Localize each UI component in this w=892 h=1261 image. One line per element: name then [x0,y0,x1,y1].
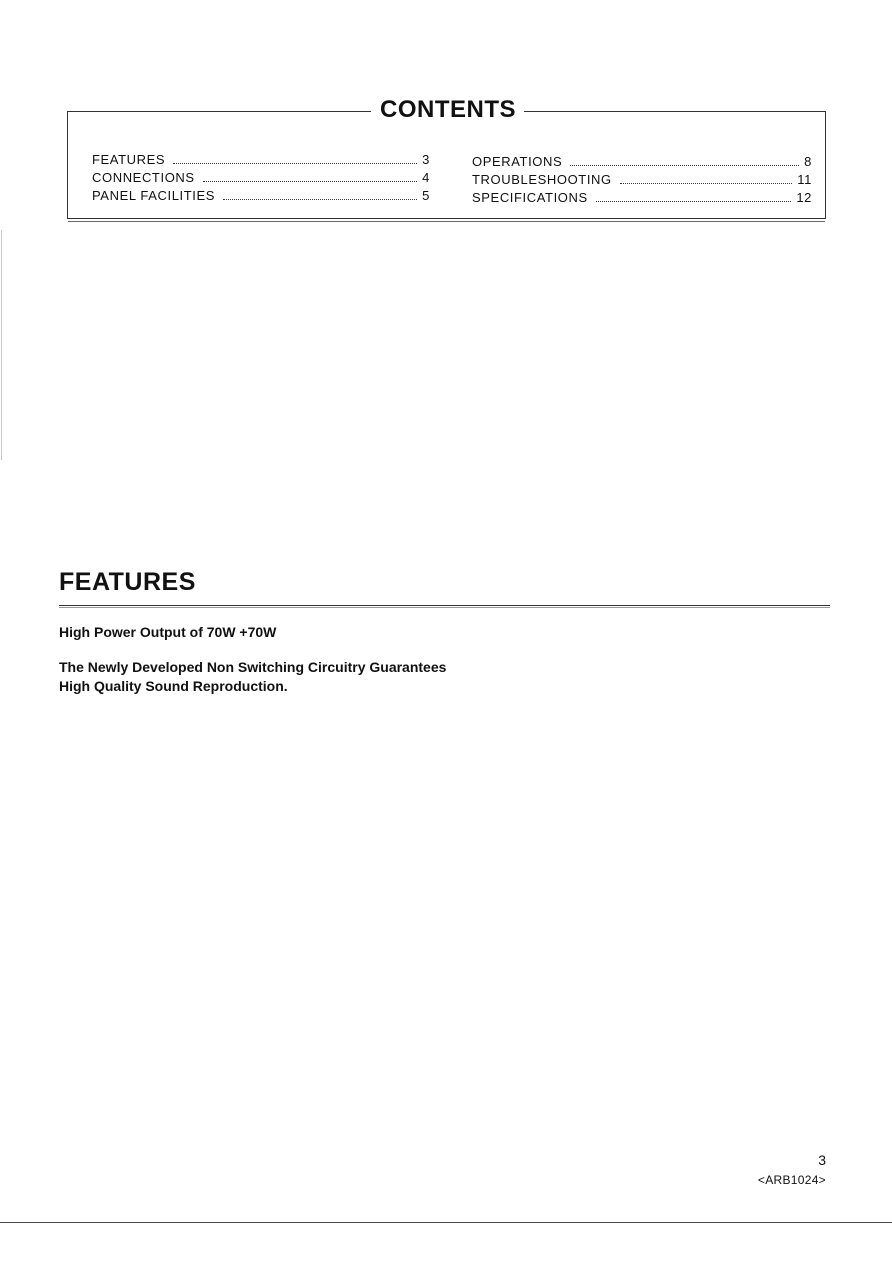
toc-leader-dots [223,199,417,200]
toc-leader-dots [596,201,792,202]
toc-entry [472,153,812,171]
toc-entry [92,187,430,205]
footer-rule [0,1222,892,1223]
document-code: <ARB1024> [757,1173,826,1187]
toc-entry [92,169,430,187]
toc-page: 8 [804,154,812,169]
box-top-rule-left [67,111,371,112]
toc-page: 4 [422,170,430,185]
toc-entry [472,189,812,207]
page-number: 3 [818,1152,826,1168]
contents-title: CONTENTS [380,96,516,123]
feature-item: The Newly Developed Non Switching Circuitry Guarantees High Quality Sound Reproduction. [59,659,447,694]
toc-label: SPECIFICATIONS [472,190,588,205]
toc-label: CONNECTIONS [92,170,195,185]
toc-leader-dots [203,181,417,182]
toc-entry [472,171,812,189]
toc-page: 3 [422,152,430,167]
toc-label: PANEL FACILITIES [92,188,216,203]
toc-entry [92,151,430,169]
toc-label: FEATURES [92,152,166,167]
toc-page: 12 [796,190,812,205]
contents-box [67,96,826,219]
toc-page: 11 [797,172,812,187]
toc-leader-dots [173,163,417,164]
features-heading: FEATURES [59,568,196,596]
toc-page: 5 [422,188,430,203]
toc-column-right [472,153,812,207]
box-top-rule-right [524,111,826,112]
toc-column-left [92,151,430,205]
toc-leader-dots [570,165,799,166]
toc-label: OPERATIONS [472,154,563,169]
features-divider-shadow [59,607,830,608]
margin-line [1,230,2,460]
box-bottom-shadow [68,221,825,222]
toc-label: TROUBLESHOOTING [472,172,612,187]
feature-item: High Power Output of 70W +70W [59,624,277,640]
features-divider [59,605,830,606]
toc-leader-dots [620,183,793,184]
